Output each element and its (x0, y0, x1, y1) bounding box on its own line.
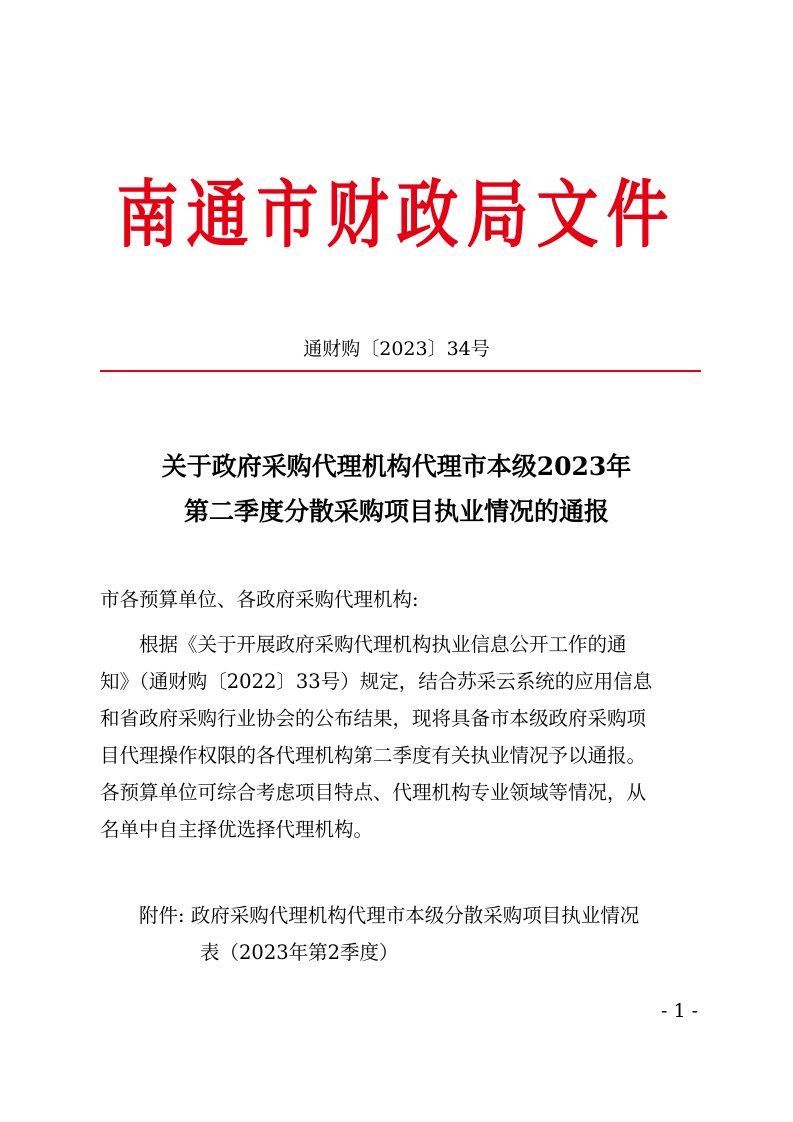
page-number: - 1 - (660, 1000, 698, 1022)
attachment-line-1: 附件: 政府采购代理机构代理市本级分散采购项目执业情况 (139, 904, 640, 927)
body-paragraph-line: 和省政府采购行业协会的公布结果，现将具备市本级政府采购项 (100, 707, 647, 730)
document-number: 通财购〔2023〕34号 (303, 338, 490, 360)
masthead-title: 南通市财政局文件 (116, 171, 677, 258)
body-paragraph-line: 各预算单位可综合考虑项目特点、代理机构专业领域等情况，从 (100, 781, 647, 804)
document-title-line-1: 关于政府采购代理机构代理市本级2023年 (161, 452, 632, 481)
salutation: 市各预算单位、各政府采购代理机构: (100, 588, 419, 611)
body-paragraph-line: 根据《关于开展政府采购代理机构执业信息公开工作的通 (139, 633, 627, 656)
body-paragraph-line: 知》（通财购〔2022〕33号）规定，结合苏采云系统的应用信息 (100, 670, 653, 693)
body-paragraph-line: 名单中自主择优选择代理机构。 (100, 818, 374, 841)
red-divider (100, 370, 701, 372)
body-paragraph-line: 目代理操作权限的各代理机构第二季度有关执业情况予以通报。 (100, 744, 647, 767)
document-title-line-2: 第二季度分散采购项目执业情况的通报 (183, 497, 609, 526)
attachment-line-2: 表（2023年第2季度） (200, 941, 399, 964)
